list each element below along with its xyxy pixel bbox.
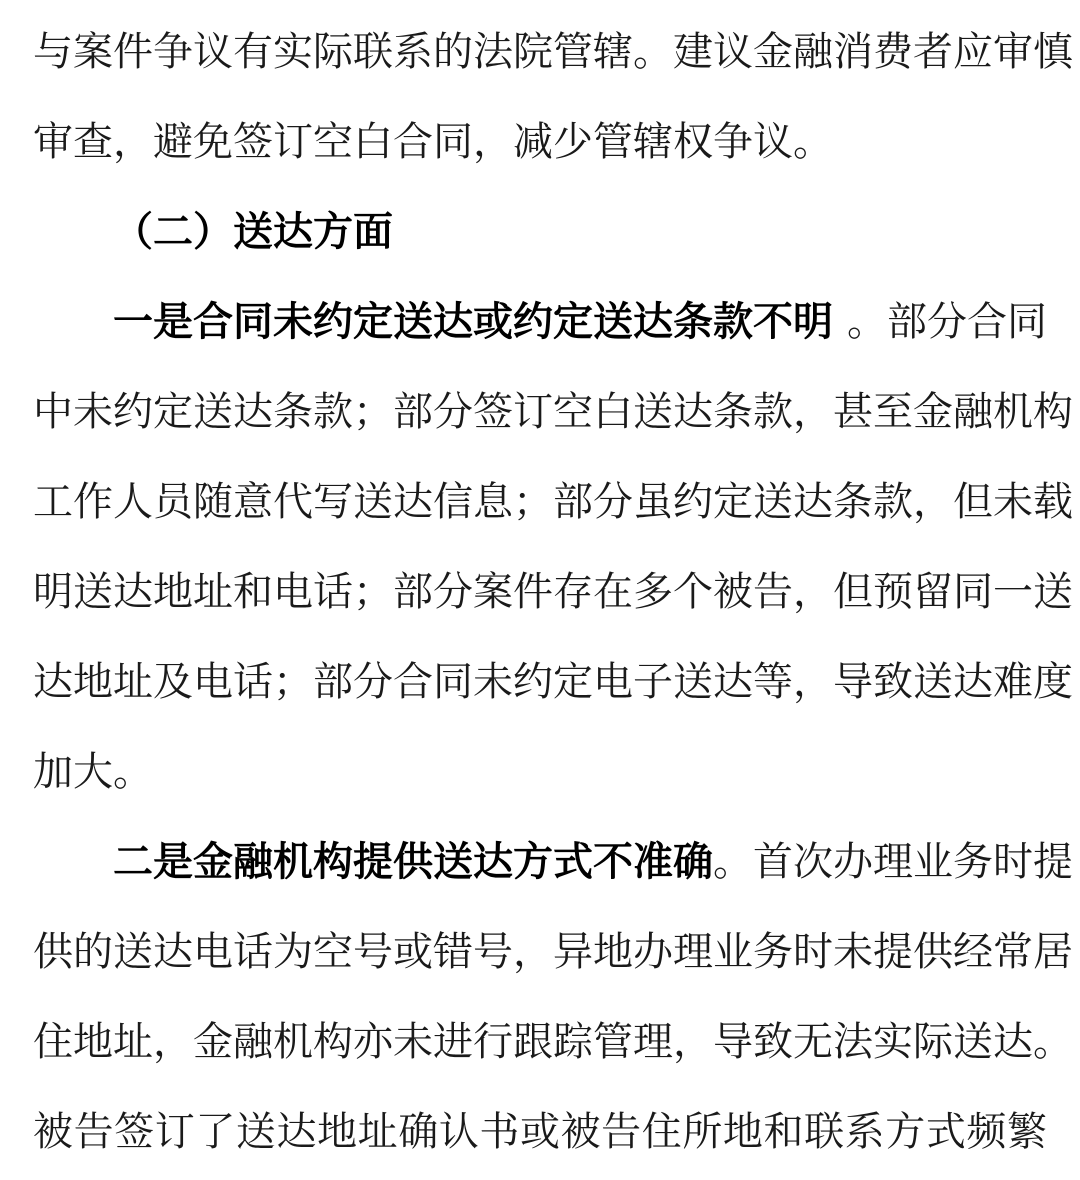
paragraph-2-lead-tail: 。首次办理业务时提 — [713, 839, 1073, 885]
text-line-6: 工作人员随意代写送达信息；部分虽约定送达条款，但未载 — [33, 479, 1073, 525]
text-line-7: 明送达地址和电话；部分案件存在多个被告，但预留同一送 — [33, 569, 1073, 615]
text-line-12: 住地址，金融机构亦未进行跟踪管理，导致无法实际送达。 — [33, 1019, 1073, 1065]
paragraph-2-lead-line — [0, 832, 1080, 892]
paragraph-1-lead-line — [0, 292, 1080, 352]
paragraph-1-lead: 一是合同未约定送达或约定送达条款不明 — [113, 298, 833, 345]
text-line-11: 供的送达电话为空号或错号，异地办理业务时未提供经常居 — [33, 929, 1073, 975]
text-line-8: 达地址及电话；部分合同未约定电子送达等，导致送达难度 — [33, 659, 1073, 705]
section-heading: （二）送达方面 — [113, 208, 393, 255]
text-line-2: 审查，避免签订空白合同，减少管辖权争议。 — [33, 119, 833, 165]
text-line-5: 中未约定送达条款；部分签订空白送达条款，甚至金融机构 — [33, 389, 1073, 435]
paragraph-1-lead-tail: 。部分合同 — [847, 299, 1047, 345]
paragraph-2-lead: 二是金融机构提供送达方式不准确 — [113, 838, 713, 885]
text-line-13: 被告签订了送达地址确认书或被告住所地和联系方式频繁 — [33, 1109, 1047, 1155]
text-line-9: 加大。 — [33, 749, 153, 795]
text-line-1: 与案件争议有实际联系的法院管辖。建议金融消费者应审慎 — [33, 29, 1073, 75]
